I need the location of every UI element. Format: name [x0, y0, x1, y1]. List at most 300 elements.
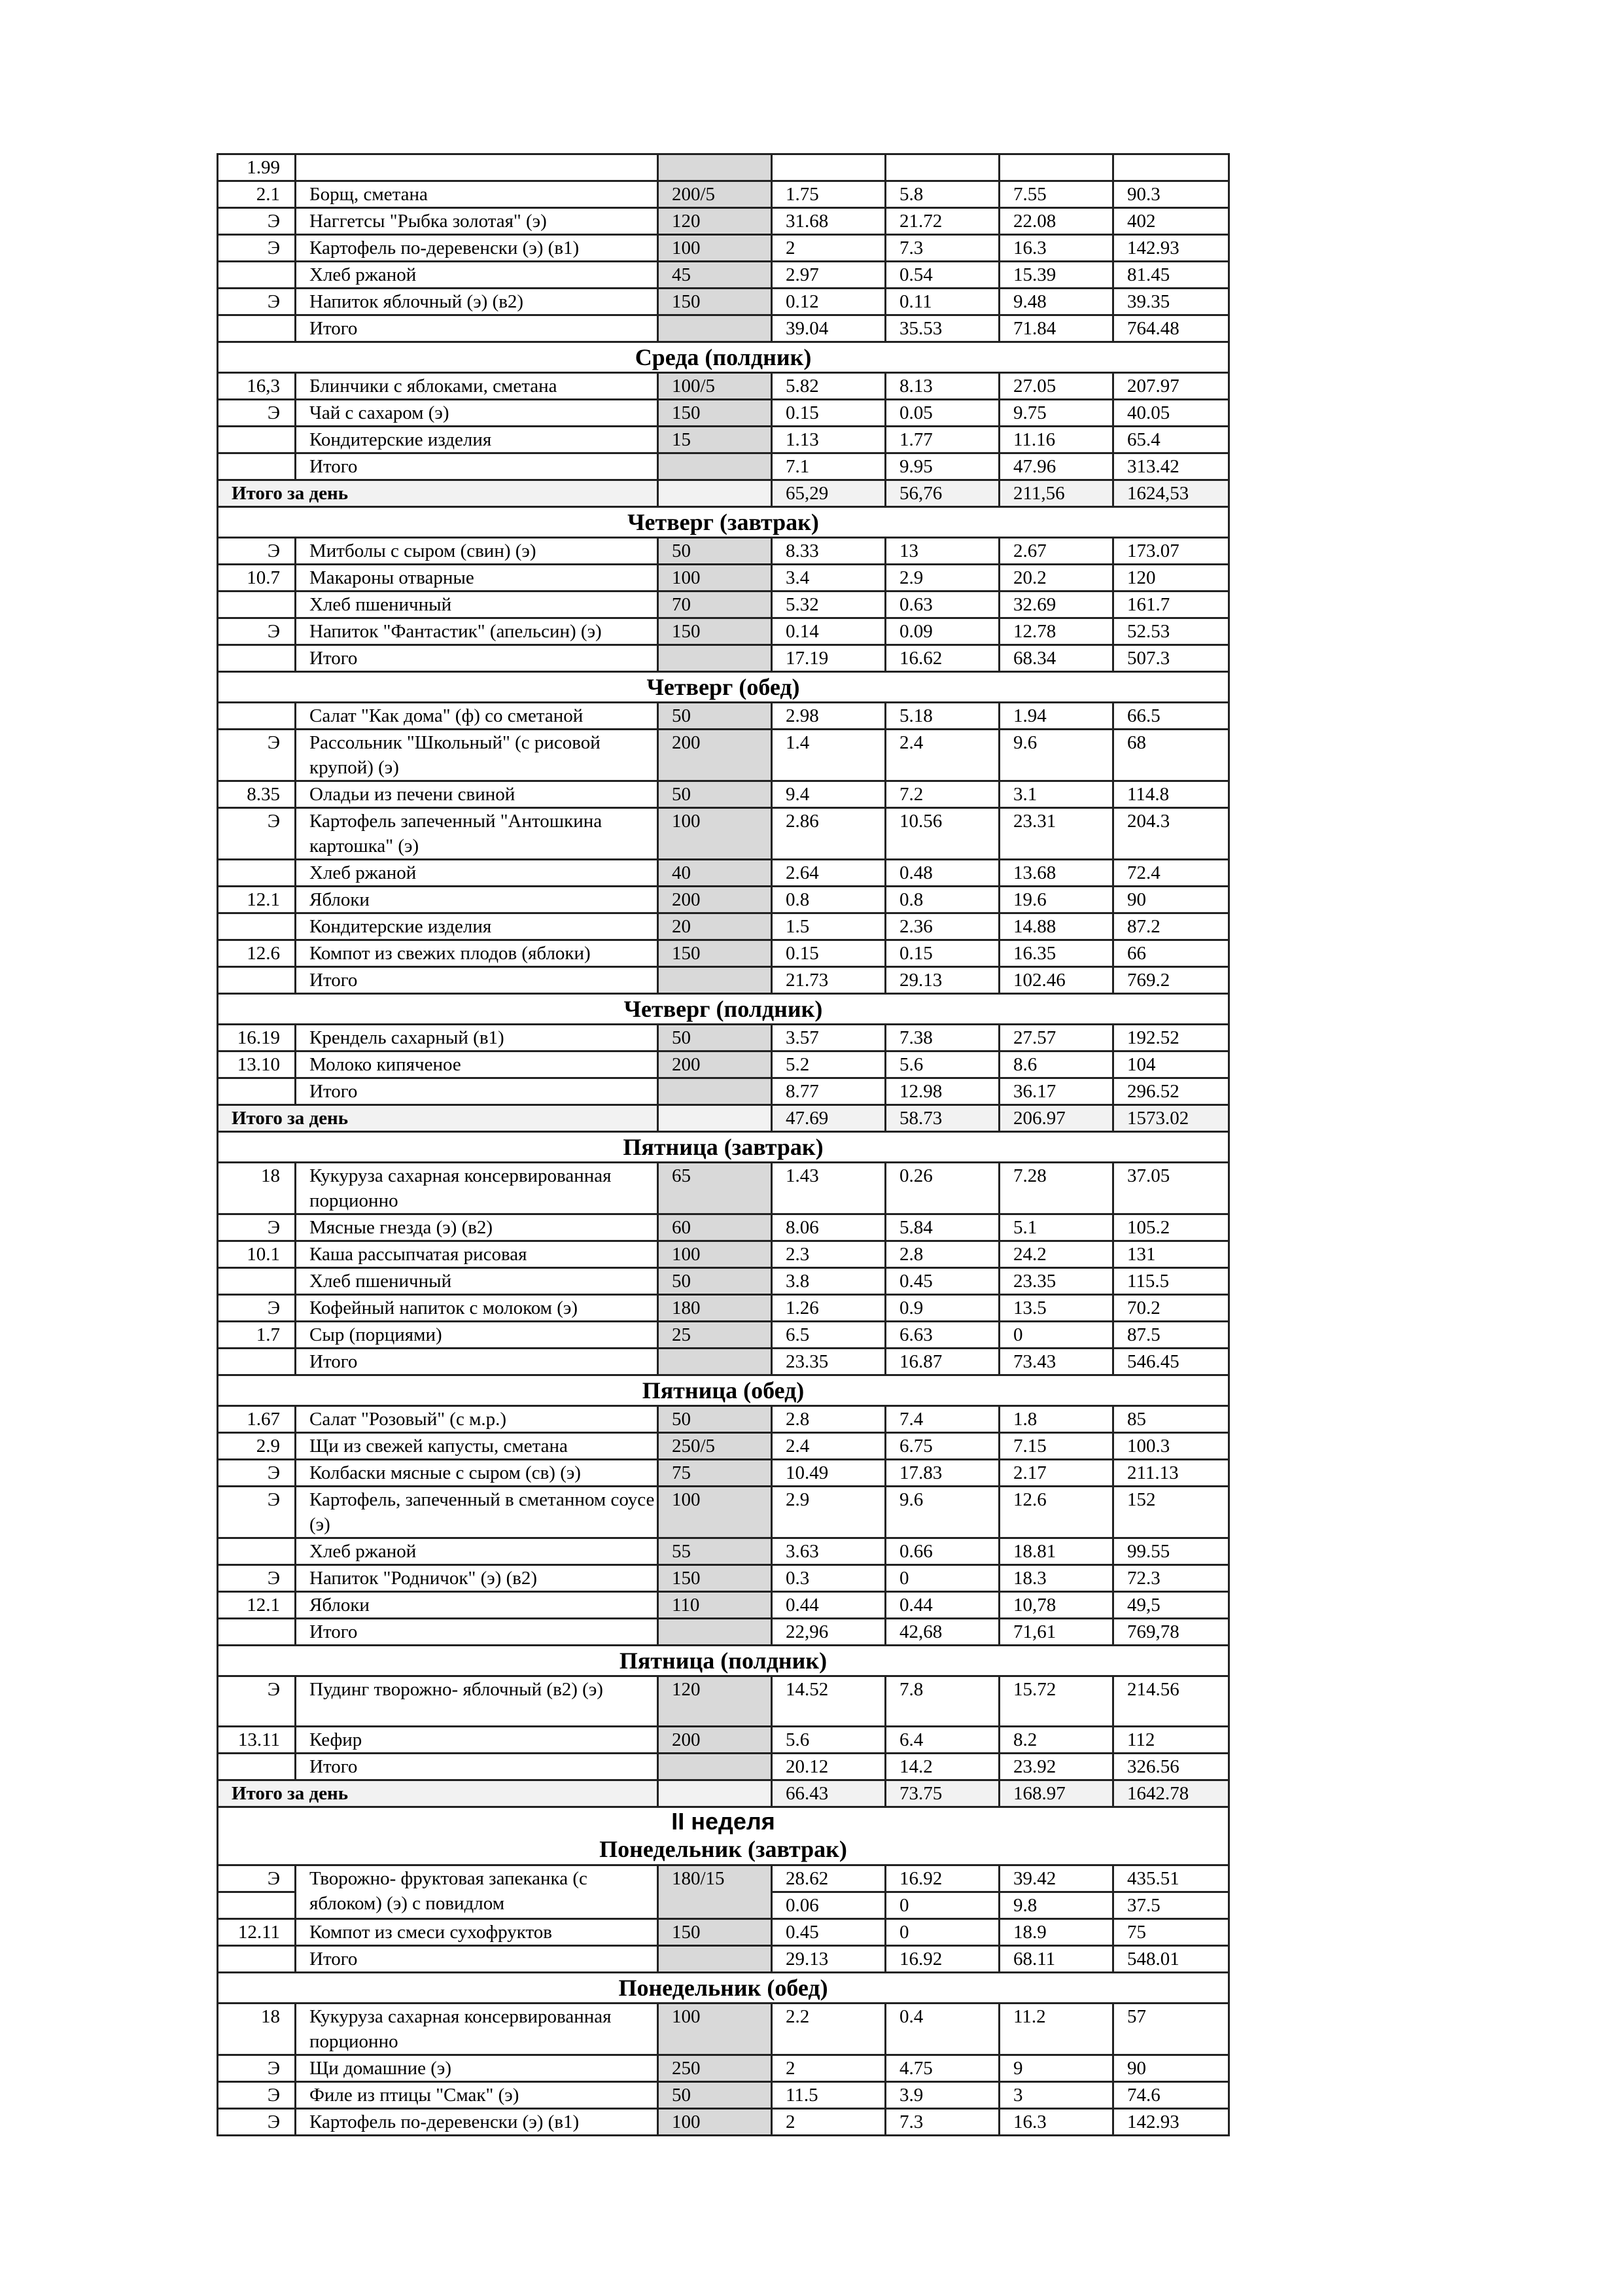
fat-cell: 0 — [886, 1919, 1000, 1946]
qty-cell — [658, 1754, 772, 1780]
qty-cell: 50 — [658, 781, 772, 808]
fat-cell: 8.13 — [886, 373, 1000, 400]
protein-cell: 0.45 — [772, 1919, 886, 1946]
carbs-cell: 16.3 — [1000, 2109, 1113, 2136]
dish-name-cell: Кефир — [296, 1727, 658, 1754]
fat-cell: 2.36 — [886, 913, 1000, 940]
dish-name-cell: Хлеб пшеничный — [296, 592, 658, 618]
code-cell — [218, 967, 296, 994]
protein-cell: 1.43 — [772, 1163, 886, 1214]
carbs-cell: 16.3 — [1000, 235, 1113, 262]
code-cell: 16.19 — [218, 1025, 296, 1051]
code-cell: Э — [218, 2055, 296, 2082]
code-cell: Э — [218, 400, 296, 427]
dish-name-cell: Компот из смеси сухофруктов — [296, 1919, 658, 1946]
qty-cell: 100 — [658, 1487, 772, 1538]
meal-total-row — [218, 315, 1229, 342]
protein-cell: 5.6 — [772, 1727, 886, 1754]
protein-cell: 2.98 — [772, 703, 886, 730]
carbs-cell: 18.9 — [1000, 1919, 1113, 1946]
day-total-row — [218, 480, 1229, 507]
qty-cell: 150 — [658, 618, 772, 645]
dish-name-cell: Мясные гнезда (э) (в2) — [296, 1214, 658, 1241]
fat-cell: 0.63 — [886, 592, 1000, 618]
table-row — [218, 1538, 1229, 1565]
protein-cell: 22,96 — [772, 1619, 886, 1646]
code-cell: 12.6 — [218, 940, 296, 967]
table-row — [218, 289, 1229, 315]
code-cell: 18 — [218, 2004, 296, 2055]
table-row — [218, 860, 1229, 887]
protein-cell: 0.15 — [772, 940, 886, 967]
dish-name-cell: Макароны отварные — [296, 565, 658, 592]
qty-cell — [658, 967, 772, 994]
kcal-cell: 72.4 — [1113, 860, 1229, 887]
dish-name-cell: Итого — [296, 1349, 658, 1375]
qty-cell: 75 — [658, 1460, 772, 1487]
carbs-cell: 9.8 — [1000, 1892, 1113, 1919]
table-row — [218, 154, 1229, 181]
qty-cell — [658, 1078, 772, 1105]
dish-name-cell: Картофель запеченный "Антошкина картошка" (э) — [296, 808, 658, 860]
carbs-cell: 22.08 — [1000, 208, 1113, 235]
code-cell — [218, 703, 296, 730]
code-cell — [218, 1078, 296, 1105]
dish-name-cell: Яблоки — [296, 887, 658, 913]
fat-cell: 21.72 — [886, 208, 1000, 235]
qty-cell: 60 — [658, 1214, 772, 1241]
carbs-cell: 7.15 — [1000, 1433, 1113, 1460]
dish-name-cell: Крендель сахарный (в1) — [296, 1025, 658, 1051]
carbs-cell: 9 — [1000, 2055, 1113, 2082]
carbs-cell: 13.68 — [1000, 860, 1113, 887]
fat-cell: 6.4 — [886, 1727, 1000, 1754]
carbs-cell: 10,78 — [1000, 1592, 1113, 1619]
table-row — [218, 592, 1229, 618]
protein-cell: 0.06 — [772, 1892, 886, 1919]
carbs-cell: 12.6 — [1000, 1487, 1113, 1538]
carbs-cell: 39.42 — [1000, 1865, 1113, 1892]
carbs-cell: 15.39 — [1000, 262, 1113, 289]
qty-cell: 150 — [658, 940, 772, 967]
kcal-cell: 74.6 — [1113, 2082, 1229, 2109]
carbs-cell: 73.43 — [1000, 1349, 1113, 1375]
code-cell: Э — [218, 208, 296, 235]
dish-name-cell: Рассольник "Школьный" (с рисовой крупой) (э) — [296, 730, 658, 781]
fat-cell: 6.63 — [886, 1322, 1000, 1349]
code-cell — [218, 453, 296, 480]
fat-cell: 0.8 — [886, 887, 1000, 913]
carbs-cell: 13.5 — [1000, 1295, 1113, 1322]
dish-name-cell: Кукуруза сахарная консервированная порционно — [296, 1163, 658, 1214]
code-cell: 12.11 — [218, 1919, 296, 1946]
kcal-cell: 105.2 — [1113, 1214, 1229, 1241]
kcal-cell: 152 — [1113, 1487, 1229, 1538]
kcal-cell: 114.8 — [1113, 781, 1229, 808]
kcal-cell: 52.53 — [1113, 618, 1229, 645]
fat-cell: 9.6 — [886, 1487, 1000, 1538]
dish-name-cell: Итого — [296, 645, 658, 672]
section-header-row — [218, 1375, 1229, 1406]
carbs-cell: 36.17 — [1000, 1078, 1113, 1105]
carbs-cell: 18.81 — [1000, 1538, 1113, 1565]
code-cell: 2.9 — [218, 1433, 296, 1460]
fat-cell: 7.38 — [886, 1025, 1000, 1051]
protein-cell: 31.68 — [772, 208, 886, 235]
kcal-cell: 90.3 — [1113, 181, 1229, 208]
protein-cell: 0.14 — [772, 618, 886, 645]
dish-name-cell: Итого — [296, 967, 658, 994]
kcal-cell: 764.48 — [1113, 315, 1229, 342]
protein-cell: 5.2 — [772, 1051, 886, 1078]
section-title: Пятница (завтрак) — [218, 1132, 1229, 1163]
kcal-cell: 207.97 — [1113, 373, 1229, 400]
protein-cell: 3.4 — [772, 565, 886, 592]
menu-nutrition-table — [217, 153, 1230, 2136]
carbs-cell: 24.2 — [1000, 1241, 1113, 1268]
section-header-row — [218, 507, 1229, 538]
fat-cell: 0.9 — [886, 1295, 1000, 1322]
carbs-cell: 68.34 — [1000, 645, 1113, 672]
meal-total-row — [218, 967, 1229, 994]
fat-cell: 4.75 — [886, 2055, 1000, 2082]
kcal-cell: 81.45 — [1113, 262, 1229, 289]
code-cell: 13.11 — [218, 1727, 296, 1754]
carbs-cell: 16.35 — [1000, 940, 1113, 967]
protein-cell: 1.26 — [772, 1295, 886, 1322]
meal-total-row — [218, 645, 1229, 672]
carbs-cell: 20.2 — [1000, 565, 1113, 592]
carbs-cell: 3 — [1000, 2082, 1113, 2109]
meal-total-row — [218, 453, 1229, 480]
qty-cell — [658, 453, 772, 480]
fat-cell: 2.8 — [886, 1241, 1000, 1268]
dish-name-cell: Щи домашние (э) — [296, 2055, 658, 2082]
kcal-cell: 161.7 — [1113, 592, 1229, 618]
section-title: Понедельник (обед) — [218, 1973, 1229, 2004]
code-cell — [218, 1538, 296, 1565]
table-row — [218, 565, 1229, 592]
dish-name-cell: Итого — [296, 1619, 658, 1646]
qty-cell: 120 — [658, 208, 772, 235]
kcal-cell: 1573.02 — [1113, 1105, 1229, 1132]
dish-name-cell: Творожно- фруктовая запеканка (с яблоком) (э) с повидлом — [296, 1865, 658, 1919]
table-row — [218, 427, 1229, 453]
qty-cell: 50 — [658, 1406, 772, 1433]
fat-cell: 42,68 — [886, 1619, 1000, 1646]
qty-cell: 100 — [658, 235, 772, 262]
table-row — [218, 1919, 1229, 1946]
fat-cell — [886, 154, 1000, 181]
protein-cell: 2 — [772, 2109, 886, 2136]
protein-cell: 17.19 — [772, 645, 886, 672]
carbs-cell: 68.11 — [1000, 1946, 1113, 1973]
carbs-cell: 1.8 — [1000, 1406, 1113, 1433]
table-row — [218, 1676, 1229, 1727]
dish-name-cell: Итого — [296, 1754, 658, 1780]
table-row — [218, 1727, 1229, 1754]
table-row — [218, 1051, 1229, 1078]
code-cell: Э — [218, 1565, 296, 1592]
carbs-cell: 9.48 — [1000, 289, 1113, 315]
protein-cell: 3.63 — [772, 1538, 886, 1565]
qty-cell: 50 — [658, 1025, 772, 1051]
fat-cell: 16.92 — [886, 1946, 1000, 1973]
code-cell: Э — [218, 618, 296, 645]
dish-name-cell: Кондитерские изделия — [296, 913, 658, 940]
table-row — [218, 781, 1229, 808]
kcal-cell: 100.3 — [1113, 1433, 1229, 1460]
dish-name-cell: Итого — [296, 315, 658, 342]
table-row — [218, 235, 1229, 262]
section-header-row — [218, 1973, 1229, 2004]
code-cell — [218, 427, 296, 453]
dish-name-cell: Напиток "Родничок" (э) (в2) — [296, 1565, 658, 1592]
qty-cell: 100 — [658, 565, 772, 592]
protein-cell: 66.43 — [772, 1780, 886, 1807]
protein-cell: 1.5 — [772, 913, 886, 940]
meal-total-row — [218, 1754, 1229, 1780]
dish-name-cell: Картофель по-деревенски (э) (в1) — [296, 2109, 658, 2136]
day-total-label: Итого за день — [218, 1105, 658, 1132]
qty-cell: 100/5 — [658, 373, 772, 400]
table-row — [218, 1241, 1229, 1268]
carbs-cell: 32.69 — [1000, 592, 1113, 618]
dish-name-cell: Итого — [296, 453, 658, 480]
qty-cell: 70 — [658, 592, 772, 618]
fat-cell: 56,76 — [886, 480, 1000, 507]
kcal-cell: 87.5 — [1113, 1322, 1229, 1349]
fat-cell: 0.26 — [886, 1163, 1000, 1214]
qty-cell: 100 — [658, 808, 772, 860]
protein-cell: 8.77 — [772, 1078, 886, 1105]
dish-name-cell: Борщ, сметана — [296, 181, 658, 208]
qty-cell: 200/5 — [658, 181, 772, 208]
dish-name-cell: Каша рассыпчатая рисовая — [296, 1241, 658, 1268]
qty-cell: 150 — [658, 400, 772, 427]
carbs-cell: 47.96 — [1000, 453, 1113, 480]
kcal-cell: 112 — [1113, 1727, 1229, 1754]
fat-cell: 0 — [886, 1565, 1000, 1592]
section-title: Пятница (полдник) — [218, 1646, 1229, 1676]
fat-cell: 58.73 — [886, 1105, 1000, 1132]
code-cell: Э — [218, 289, 296, 315]
carbs-cell: 9.75 — [1000, 400, 1113, 427]
fat-cell: 0.11 — [886, 289, 1000, 315]
fat-cell: 14.2 — [886, 1754, 1000, 1780]
code-cell: 16,3 — [218, 373, 296, 400]
kcal-cell: 85 — [1113, 1406, 1229, 1433]
code-cell: Э — [218, 1460, 296, 1487]
dish-name-cell: Митболы с сыром (свин) (э) — [296, 538, 658, 565]
qty-cell: 250/5 — [658, 1433, 772, 1460]
table-row — [218, 1295, 1229, 1322]
protein-cell: 6.5 — [772, 1322, 886, 1349]
fat-cell: 7.8 — [886, 1676, 1000, 1727]
kcal-cell: 296.52 — [1113, 1078, 1229, 1105]
code-cell: 13.10 — [218, 1051, 296, 1078]
qty-cell: 150 — [658, 1919, 772, 1946]
protein-cell: 28.62 — [772, 1865, 886, 1892]
qty-cell — [658, 1619, 772, 1646]
kcal-cell: 313.42 — [1113, 453, 1229, 480]
qty-cell: 180/15 — [658, 1865, 772, 1919]
fat-cell: 7.3 — [886, 2109, 1000, 2136]
kcal-cell: 90 — [1113, 2055, 1229, 2082]
section-header-row — [218, 672, 1229, 703]
table-row — [218, 262, 1229, 289]
dish-name-cell: Салат "Как дома" (ф) со сметаной — [296, 703, 658, 730]
carbs-cell: 0 — [1000, 1322, 1113, 1349]
table-row — [218, 887, 1229, 913]
code-cell — [218, 1754, 296, 1780]
protein-cell: 2.64 — [772, 860, 886, 887]
qty-cell: 180 — [658, 1295, 772, 1322]
section-title: Пятница (обед) — [218, 1375, 1229, 1406]
kcal-cell: 507.3 — [1113, 645, 1229, 672]
carbs-cell: 23.35 — [1000, 1268, 1113, 1295]
kcal-cell: 326.56 — [1113, 1754, 1229, 1780]
section-title: Понедельник (завтрак) — [599, 1836, 847, 1862]
qty-cell: 55 — [658, 1538, 772, 1565]
protein-cell: 3.8 — [772, 1268, 886, 1295]
fat-cell: 6.75 — [886, 1433, 1000, 1460]
carbs-cell: 19.6 — [1000, 887, 1113, 913]
kcal-cell: 72.3 — [1113, 1565, 1229, 1592]
code-cell: Э — [218, 1295, 296, 1322]
fat-cell: 3.9 — [886, 2082, 1000, 2109]
code-cell: 10.1 — [218, 1241, 296, 1268]
qty-cell: 50 — [658, 703, 772, 730]
protein-cell: 2 — [772, 235, 886, 262]
dish-name-cell: Яблоки — [296, 1592, 658, 1619]
fat-cell: 2.9 — [886, 565, 1000, 592]
kcal-cell: 120 — [1113, 565, 1229, 592]
carbs-cell: 71.84 — [1000, 315, 1113, 342]
kcal-cell: 68 — [1113, 730, 1229, 781]
kcal-cell: 142.93 — [1113, 235, 1229, 262]
protein-cell — [772, 154, 886, 181]
protein-cell: 3.57 — [772, 1025, 886, 1051]
fat-cell: 0.48 — [886, 860, 1000, 887]
kcal-cell: 173.07 — [1113, 538, 1229, 565]
protein-cell: 0.12 — [772, 289, 886, 315]
kcal-cell: 546.45 — [1113, 1349, 1229, 1375]
qty-cell: 25 — [658, 1322, 772, 1349]
dish-name-cell: Салат "Розовый" (с м.р.) — [296, 1406, 658, 1433]
carbs-cell: 14.88 — [1000, 913, 1113, 940]
dish-name-cell: Оладьи из печени свиной — [296, 781, 658, 808]
fat-cell: 0.44 — [886, 1592, 1000, 1619]
fat-cell: 7.2 — [886, 781, 1000, 808]
protein-cell: 2.3 — [772, 1241, 886, 1268]
qty-cell: 45 — [658, 262, 772, 289]
protein-cell: 0.3 — [772, 1565, 886, 1592]
protein-cell: 1.13 — [772, 427, 886, 453]
fat-cell: 9.95 — [886, 453, 1000, 480]
qty-cell: 40 — [658, 860, 772, 887]
fat-cell: 7.4 — [886, 1406, 1000, 1433]
kcal-cell: 142.93 — [1113, 2109, 1229, 2136]
code-cell: 18 — [218, 1163, 296, 1214]
code-cell — [218, 1268, 296, 1295]
kcal-cell — [1113, 154, 1229, 181]
table-row — [218, 1865, 1229, 1892]
table-row — [218, 2055, 1229, 2082]
table-row — [218, 373, 1229, 400]
protein-cell: 5.82 — [772, 373, 886, 400]
dish-name-cell: Щи из свежей капусты, сметана — [296, 1433, 658, 1460]
dish-name-cell: Хлеб ржаной — [296, 1538, 658, 1565]
code-cell: 8.35 — [218, 781, 296, 808]
protein-cell: 10.49 — [772, 1460, 886, 1487]
table-row — [218, 1214, 1229, 1241]
table-row — [218, 1163, 1229, 1214]
table-row — [218, 1406, 1229, 1433]
fat-cell: 17.83 — [886, 1460, 1000, 1487]
meal-total-row — [218, 1619, 1229, 1646]
fat-cell: 16.87 — [886, 1349, 1000, 1375]
fat-cell: 0 — [886, 1892, 1000, 1919]
carbs-cell: 2.67 — [1000, 538, 1113, 565]
meal-total-row — [218, 1349, 1229, 1375]
fat-cell: 5.84 — [886, 1214, 1000, 1241]
protein-cell: 14.52 — [772, 1676, 886, 1727]
meal-total-row — [218, 1078, 1229, 1105]
qty-cell: 65 — [658, 1163, 772, 1214]
protein-cell: 2.2 — [772, 2004, 886, 2055]
dish-name-cell: Хлеб пшеничный — [296, 1268, 658, 1295]
table-row — [218, 2004, 1229, 2055]
fat-cell: 5.18 — [886, 703, 1000, 730]
kcal-cell: 75 — [1113, 1919, 1229, 1946]
table-row — [218, 1487, 1229, 1538]
fat-cell: 29.13 — [886, 967, 1000, 994]
code-cell: Э — [218, 1865, 296, 1892]
code-cell: 1.67 — [218, 1406, 296, 1433]
kcal-cell: 39.35 — [1113, 289, 1229, 315]
qty-cell — [658, 1105, 772, 1132]
protein-cell: 0.8 — [772, 887, 886, 913]
code-cell: Э — [218, 808, 296, 860]
table-row — [218, 2109, 1229, 2136]
qty-cell: 150 — [658, 1565, 772, 1592]
qty-cell: 110 — [658, 1592, 772, 1619]
section-header-row — [218, 1132, 1229, 1163]
table-row — [218, 1565, 1229, 1592]
kcal-cell: 1624,53 — [1113, 480, 1229, 507]
code-cell: Э — [218, 235, 296, 262]
qty-cell: 20 — [658, 913, 772, 940]
code-cell: 1.99 — [218, 154, 296, 181]
kcal-cell: 214.56 — [1113, 1676, 1229, 1727]
dish-name-cell — [296, 154, 658, 181]
fat-cell: 5.8 — [886, 181, 1000, 208]
fat-cell: 7.3 — [886, 235, 1000, 262]
qty-cell: 200 — [658, 1727, 772, 1754]
fat-cell: 2.4 — [886, 730, 1000, 781]
table-row — [218, 1322, 1229, 1349]
qty-cell: 200 — [658, 1051, 772, 1078]
carbs-cell: 18.3 — [1000, 1565, 1113, 1592]
qty-cell: 150 — [658, 289, 772, 315]
code-cell — [218, 1946, 296, 1973]
code-cell: 2.1 — [218, 181, 296, 208]
fat-cell: 0.05 — [886, 400, 1000, 427]
dish-name-cell: Напиток яблочный (э) (в2) — [296, 289, 658, 315]
kcal-cell: 402 — [1113, 208, 1229, 235]
qty-cell — [658, 645, 772, 672]
